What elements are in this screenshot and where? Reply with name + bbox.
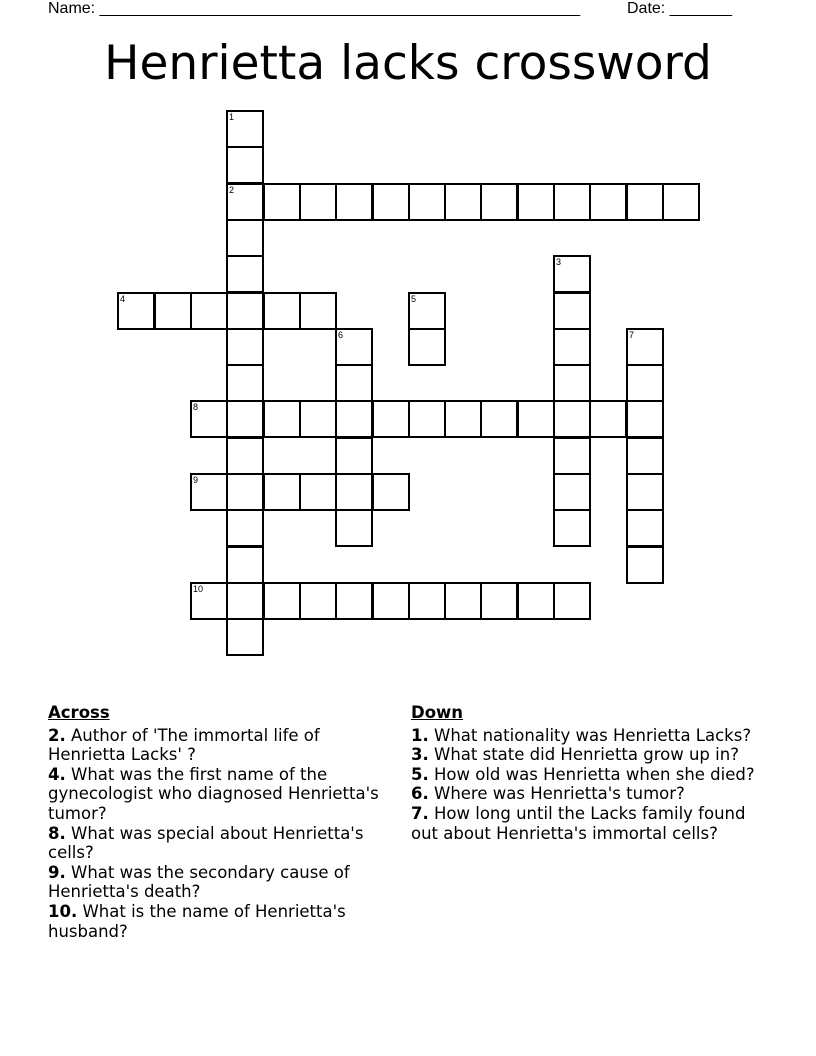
clue-number: 5: [411, 294, 417, 304]
crossword-cell[interactable]: [589, 183, 627, 221]
crossword-cell[interactable]: [226, 110, 264, 148]
crossword-cell[interactable]: [372, 582, 410, 620]
across-clue: [48, 726, 398, 765]
crossword-cell[interactable]: [372, 400, 410, 438]
crossword-cell[interactable]: [626, 183, 664, 221]
date-field-label: Date: _______: [627, 0, 732, 17]
crossword-cell[interactable]: [335, 437, 373, 475]
crossword-cell[interactable]: [335, 400, 373, 438]
clue-text: How long until the Lacks family found out about Henrietta's immortal cells?: [411, 803, 746, 843]
across-heading: Across: [48, 703, 110, 722]
crossword-cell[interactable]: [226, 618, 264, 656]
name-field-label: Name: ______________________________________________________: [48, 0, 581, 17]
crossword-cell[interactable]: [190, 292, 228, 330]
crossword-cell[interactable]: [226, 292, 264, 330]
across-clue: [48, 863, 398, 902]
crossword-cell[interactable]: [626, 400, 664, 438]
clue-number: 5.: [411, 764, 429, 784]
crossword-cell[interactable]: [626, 437, 664, 475]
crossword-cell[interactable]: [226, 509, 264, 547]
crossword-cell[interactable]: [226, 255, 264, 293]
crossword-cell[interactable]: [299, 292, 337, 330]
crossword-cell[interactable]: [553, 364, 591, 402]
clue-number: 7.: [411, 803, 429, 823]
crossword-cell[interactable]: [626, 364, 664, 402]
down-clue: [411, 726, 756, 746]
across-clue: [48, 902, 398, 941]
clue-number: 4.: [48, 764, 66, 784]
crossword-cell[interactable]: [408, 400, 446, 438]
crossword-cell[interactable]: [408, 292, 446, 330]
crossword-cell[interactable]: [263, 292, 301, 330]
clue-number: 2: [229, 185, 235, 195]
crossword-cell[interactable]: [335, 473, 373, 511]
crossword-cell[interactable]: [553, 509, 591, 547]
crossword-cell[interactable]: [263, 582, 301, 620]
down-clue: [411, 745, 756, 765]
crossword-cell[interactable]: [154, 292, 192, 330]
clue-number: 8.: [48, 823, 66, 843]
clue-number: 3.: [411, 745, 429, 765]
clue-number: 1.: [411, 725, 429, 745]
crossword-cell[interactable]: [626, 328, 664, 366]
crossword-cell[interactable]: [226, 364, 264, 402]
clue-number: 6.: [411, 784, 429, 804]
clue-number: 9.: [48, 862, 66, 882]
down-clues: [411, 703, 756, 843]
clue-number: 4: [120, 294, 126, 304]
crossword-cell[interactable]: [662, 183, 700, 221]
crossword-cell[interactable]: [226, 473, 264, 511]
crossword-cell[interactable]: [299, 400, 337, 438]
crossword-cell[interactable]: [226, 183, 264, 221]
down-heading: Down: [411, 703, 464, 722]
down-clue: [411, 784, 756, 804]
crossword-cell[interactable]: [190, 582, 228, 620]
crossword-cell[interactable]: [553, 255, 591, 293]
crossword-cell[interactable]: [190, 400, 228, 438]
clue-number: 10: [193, 584, 204, 594]
clue-text: What was special about Henrietta's cells?: [48, 823, 364, 863]
crossword-cell[interactable]: [444, 582, 482, 620]
crossword-cell[interactable]: [226, 582, 264, 620]
clue-number: 7: [629, 330, 635, 340]
crossword-cell[interactable]: [299, 183, 337, 221]
crossword-cell[interactable]: [190, 473, 228, 511]
down-clue-list: [411, 726, 756, 844]
crossword-cell[interactable]: [553, 183, 591, 221]
crossword-cell[interactable]: [335, 509, 373, 547]
across-clue-list: [48, 726, 398, 942]
crossword-cell[interactable]: [553, 328, 591, 366]
across-clue: [48, 765, 398, 824]
crossword-cell[interactable]: [263, 183, 301, 221]
crossword-cell[interactable]: [226, 219, 264, 257]
crossword-cell[interactable]: [263, 473, 301, 511]
crossword-cell[interactable]: [226, 400, 264, 438]
crossword-cell[interactable]: [335, 328, 373, 366]
crossword-cell[interactable]: [626, 509, 664, 547]
crossword-cell[interactable]: [226, 146, 264, 184]
crossword-cell[interactable]: [226, 328, 264, 366]
crossword-cell[interactable]: [553, 292, 591, 330]
clue-number: 6: [338, 330, 344, 340]
clue-text: Where was Henrietta's tumor?: [434, 784, 685, 804]
crossword-cell[interactable]: [263, 400, 301, 438]
clue-text: What nationality was Henrietta Lacks?: [434, 725, 752, 745]
crossword-cell[interactable]: [226, 437, 264, 475]
clue-number: 1: [229, 112, 235, 122]
crossword-cell[interactable]: [626, 546, 664, 584]
crossword-cell[interactable]: [226, 546, 264, 584]
crossword-cell[interactable]: [553, 582, 591, 620]
crossword-cell[interactable]: [408, 328, 446, 366]
clue-text: What is the name of Henrietta's husband?: [48, 901, 346, 941]
crossword-cell[interactable]: [299, 473, 337, 511]
clue-text: What was the first name of the gynecologist who diagnosed Henrietta's tumor?: [48, 764, 379, 823]
clue-number: 10.: [48, 901, 78, 921]
crossword-cell[interactable]: [335, 183, 373, 221]
clue-number: 9: [193, 475, 199, 485]
crossword-cell[interactable]: [589, 400, 627, 438]
crossword-cell[interactable]: [517, 400, 555, 438]
down-clue: [411, 765, 756, 785]
crossword-cell[interactable]: [444, 183, 482, 221]
clue-number: 3: [556, 257, 562, 267]
crossword-cell[interactable]: [553, 400, 591, 438]
crossword-cell[interactable]: [626, 473, 664, 511]
crossword-cell[interactable]: [372, 183, 410, 221]
clue-text: What state did Henrietta grow up in?: [434, 745, 739, 765]
clue-number: 8: [193, 402, 199, 412]
page-title: Henrietta lacks crossword: [104, 36, 712, 91]
crossword-cell[interactable]: [517, 183, 555, 221]
crossword-cell[interactable]: [335, 582, 373, 620]
clue-number: 2.: [48, 725, 66, 745]
crossword-cell[interactable]: [480, 183, 518, 221]
crossword-cell[interactable]: [444, 400, 482, 438]
crossword-cell[interactable]: [480, 400, 518, 438]
clue-text: How old was Henrietta when she died?: [434, 764, 755, 784]
crossword-cell[interactable]: [408, 183, 446, 221]
crossword-cell[interactable]: [553, 437, 591, 475]
crossword-cell[interactable]: [517, 582, 555, 620]
crossword-cell[interactable]: [480, 582, 518, 620]
crossword-cell[interactable]: [299, 582, 337, 620]
crossword-cell[interactable]: [335, 364, 373, 402]
crossword-cell[interactable]: [553, 473, 591, 511]
crossword-cell[interactable]: [408, 582, 446, 620]
crossword-cell[interactable]: [372, 473, 410, 511]
clue-text: Author of 'The immortal life of Henrietta Lacks' ?: [48, 725, 320, 765]
crossword-cell[interactable]: [117, 292, 155, 330]
across-clues: [48, 703, 398, 941]
clue-text: What was the secondary cause of Henrietta's death?: [48, 862, 350, 902]
down-clue: [411, 804, 756, 843]
across-clue: [48, 824, 398, 863]
